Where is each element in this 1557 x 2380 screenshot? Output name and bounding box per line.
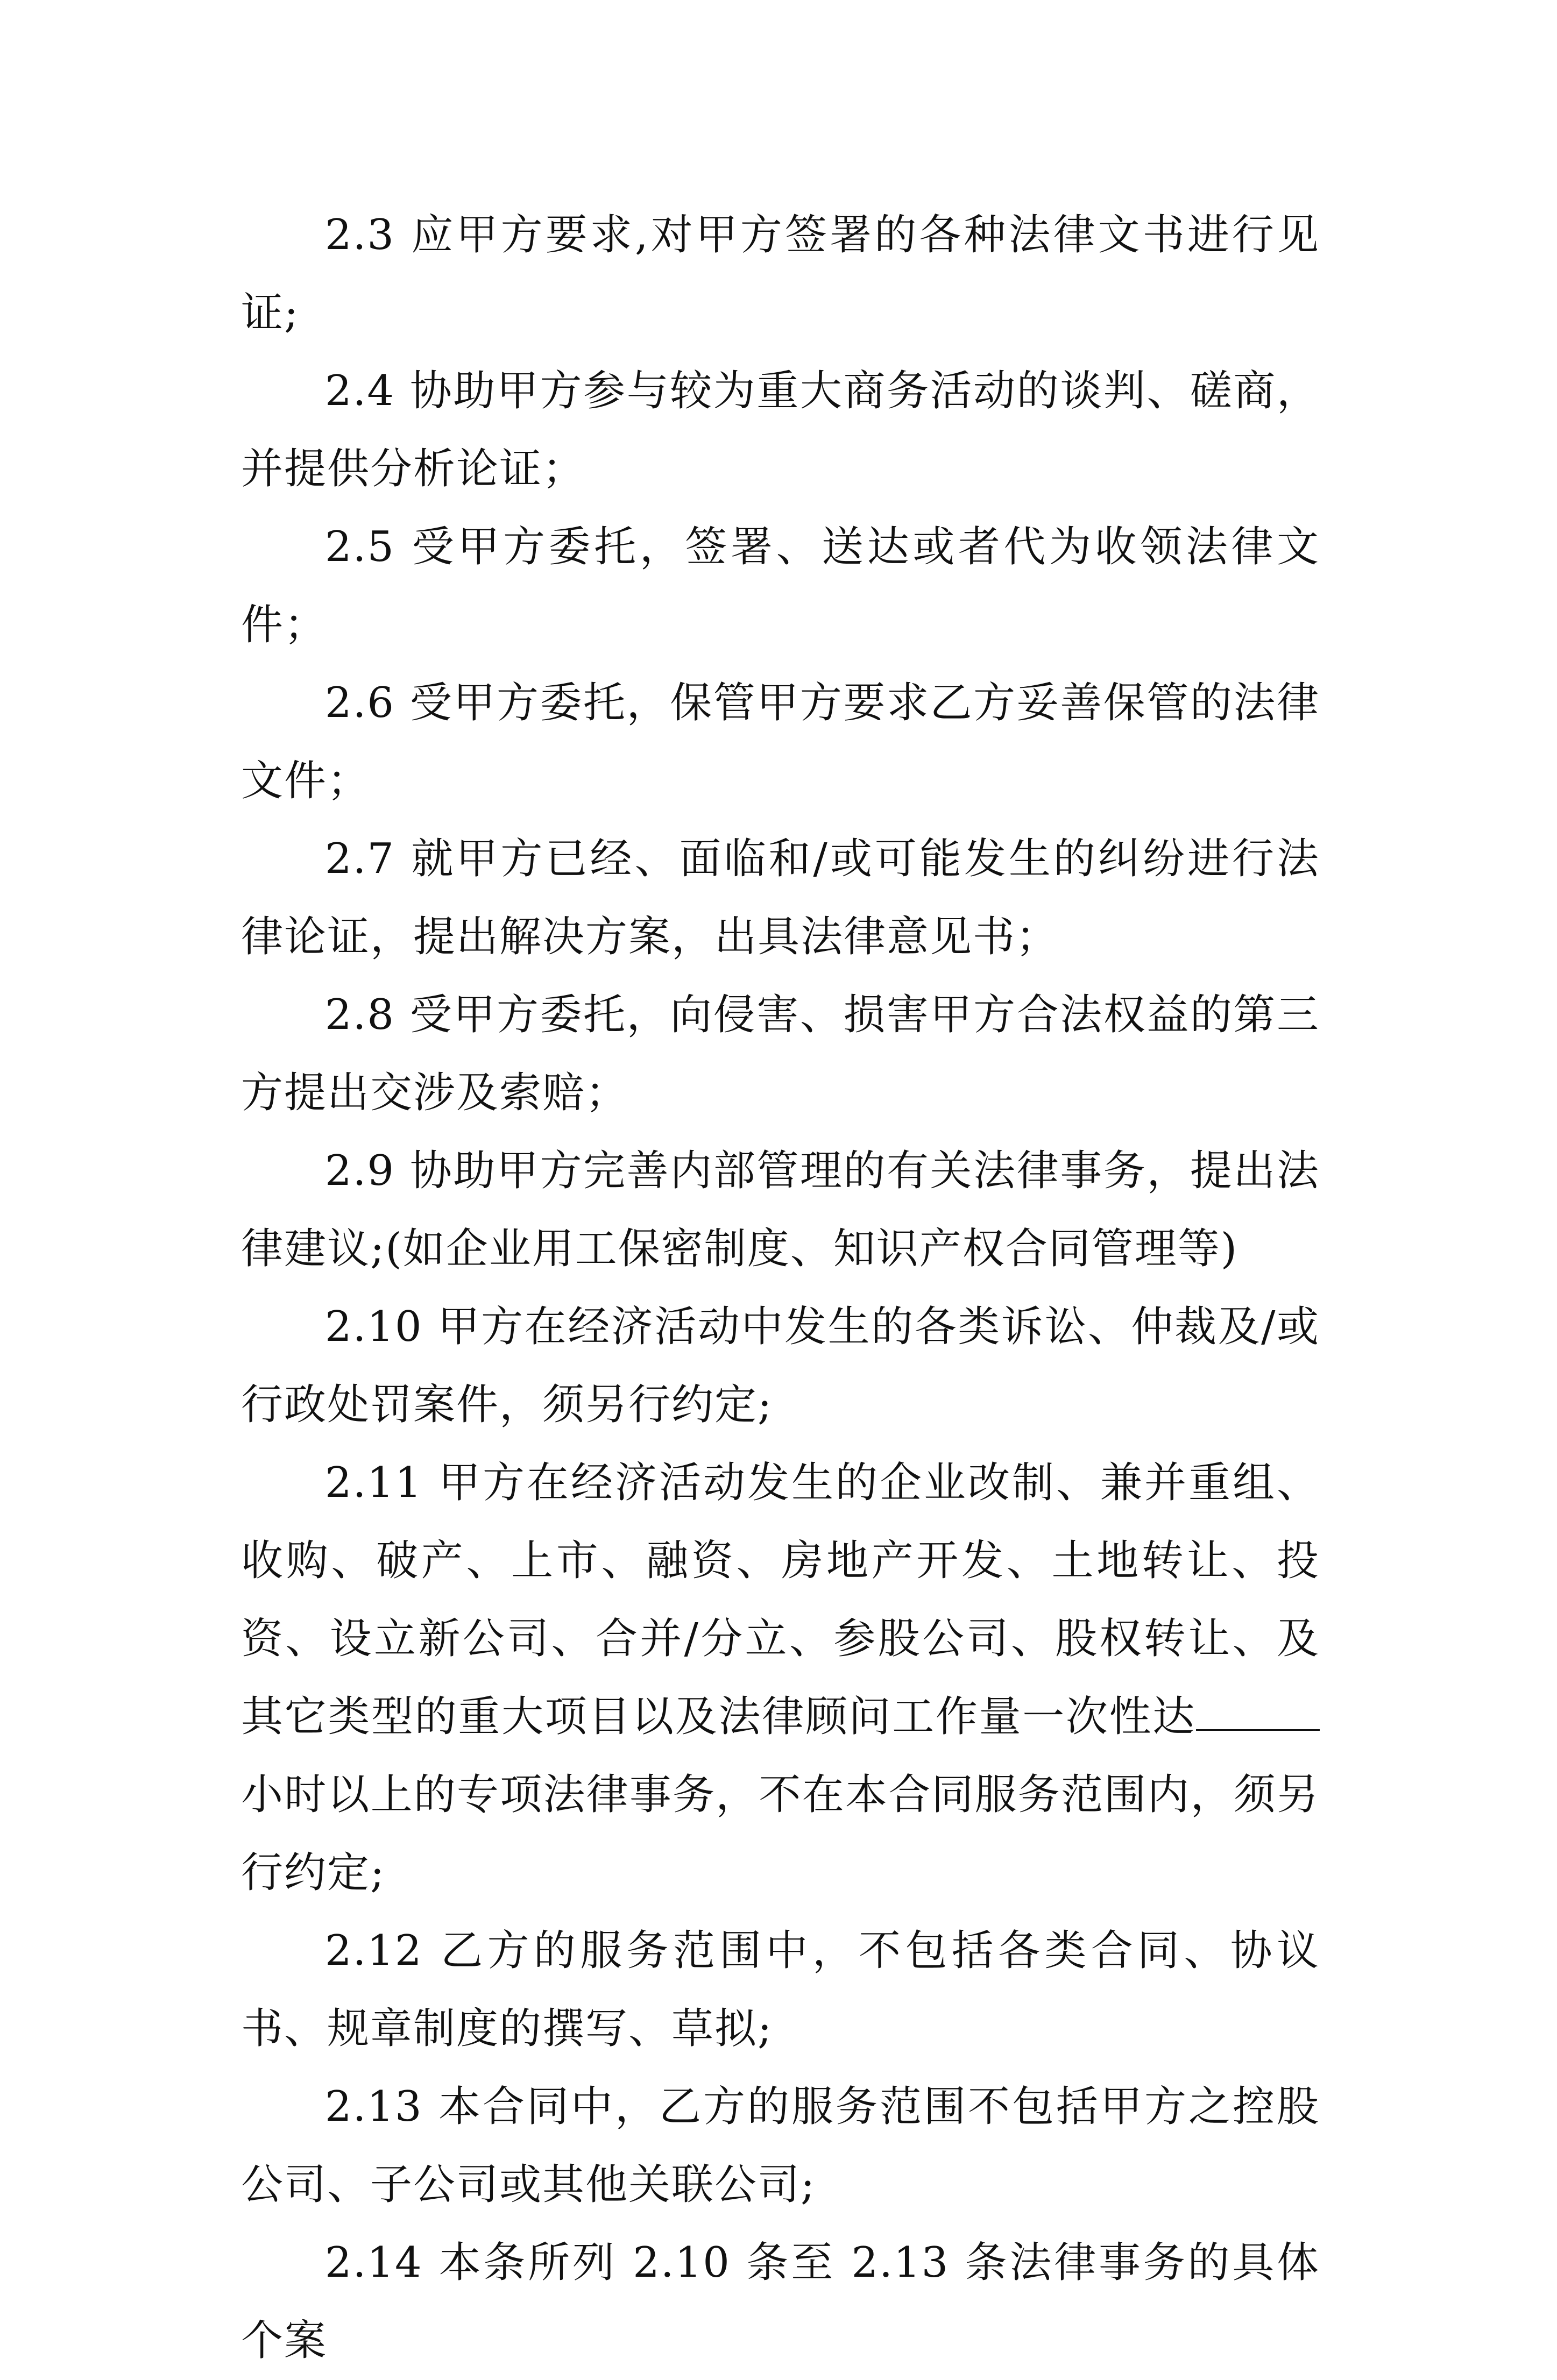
clause-2-5 bbox=[241, 508, 1320, 664]
clause-2-6 bbox=[241, 664, 1320, 820]
clause-2-11 bbox=[241, 1444, 1320, 1912]
clause-number: 2.13 bbox=[325, 2083, 423, 2131]
clause-number: 2.5 bbox=[325, 523, 395, 571]
clause-2-8 bbox=[241, 976, 1320, 1132]
clause-number: 2.3 bbox=[325, 211, 395, 259]
clause-number: 2.7 bbox=[325, 835, 395, 883]
clause-text-before-blank: 甲方在经济活动发生的企业改制、兼并重组、收购、破产、上市、融资、房地产开发、土地转让、投资、设立新公司、合并/分立、参股公司、股权转让、及其它类型的重大项目以及法律顾问工作量一次性达 bbox=[241, 1459, 1320, 1741]
clause-2-12 bbox=[241, 1912, 1320, 2068]
clause-text: 应甲方要求,对甲方签署的各种法律文书进行见证; bbox=[241, 211, 1320, 337]
clause-number: 2.11 bbox=[325, 1459, 423, 1507]
clause-text: 甲方在经济活动中发生的各类诉讼、仲裁及/或行政处罚案件，须另行约定; bbox=[241, 1303, 1320, 1429]
clause-number: 2.12 bbox=[325, 1927, 423, 1975]
clause-2-4 bbox=[241, 352, 1320, 508]
clause-text: 乙方的服务范围中，不包括各类合同、协议书、规章制度的撰写、草拟; bbox=[241, 1927, 1320, 2053]
clause-number: 2.9 bbox=[325, 1147, 395, 1195]
clause-2-7 bbox=[241, 820, 1320, 976]
clause-text: 本条所列 2.10 条至 2.13 条法律事务的具体个案 bbox=[241, 2239, 1320, 2365]
clause-2-13 bbox=[241, 2068, 1320, 2224]
clause-2-3 bbox=[241, 196, 1320, 352]
clause-text: 受甲方委托，向侵害、损害甲方合法权益的第三方提出交涉及索赔； bbox=[241, 991, 1320, 1117]
clause-number: 2.14 bbox=[325, 2239, 423, 2287]
clause-number: 2.4 bbox=[325, 367, 395, 415]
clause-text: 本合同中，乙方的服务范围不包括甲方之控股公司、子公司或其他关联公司; bbox=[241, 2083, 1320, 2209]
clause-number: 2.8 bbox=[325, 991, 395, 1039]
clause-2-10 bbox=[241, 1288, 1320, 1444]
clause-number: 2.6 bbox=[325, 679, 395, 727]
contract-clauses bbox=[241, 196, 1320, 2380]
clause-text: 受甲方委托，保管甲方要求乙方妥善保管的法律文件； bbox=[241, 679, 1320, 805]
clause-text: 协助甲方完善内部管理的有关法律事务，提出法律建议;(如企业用工保密制度、知识产权合同管理等) bbox=[241, 1147, 1320, 1273]
clause-text-after-blank: 小时以上的专项法律事务，不在本合同服务范围内，须另行约定; bbox=[241, 1771, 1320, 1897]
clause-number: 2.10 bbox=[325, 1303, 423, 1351]
hours-blank-line bbox=[1196, 1692, 1320, 1731]
clause-2-14 bbox=[241, 2224, 1320, 2380]
clause-2-9 bbox=[241, 1132, 1320, 1288]
clause-text: 协助甲方参与较为重大商务活动的谈判、磋商，并提供分析论证； bbox=[241, 367, 1320, 493]
clause-text: 受甲方委托，签署、送达或者代为收领法律文件； bbox=[241, 523, 1320, 649]
clause-text: 就甲方已经、面临和/或可能发生的纠纷进行法律论证，提出解决方案，出具法律意见书； bbox=[241, 835, 1320, 961]
